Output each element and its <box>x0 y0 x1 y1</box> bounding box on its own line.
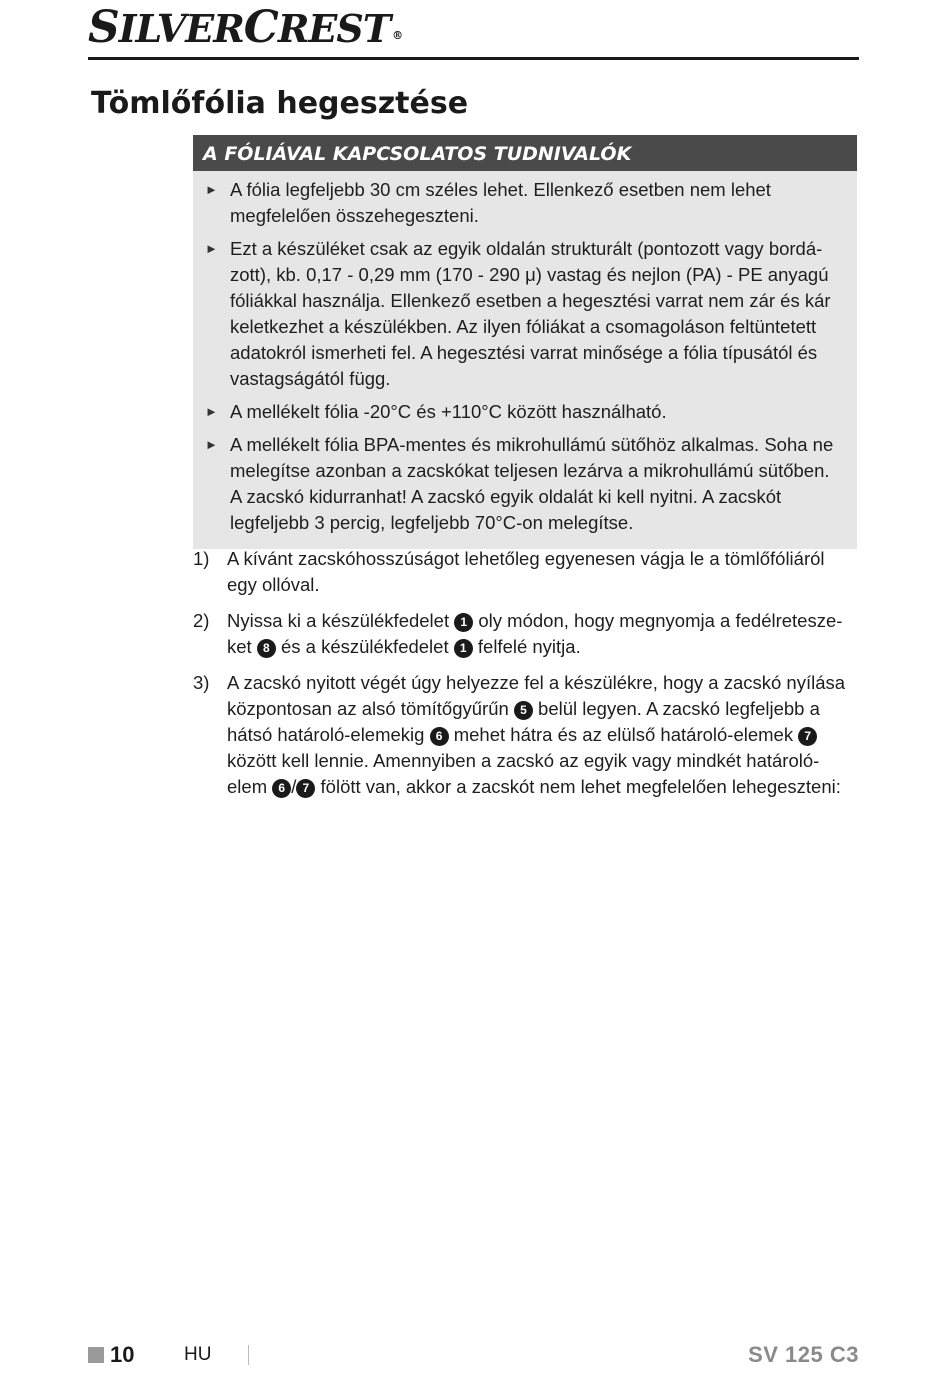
part-number-badge: 8 <box>257 639 276 658</box>
notice-box <box>193 135 857 549</box>
notice-item-text: A fólia legfeljebb 30 cm széles lehet. Ellenkező esetben nem lehet <box>230 179 771 200</box>
part-number-badge: 6 <box>272 779 291 798</box>
page-number: 10 <box>110 1342 135 1367</box>
part-number-badge: 7 <box>296 779 315 798</box>
slash: / <box>291 776 297 797</box>
page-title: Tömlőfólia hegesztése <box>91 86 469 121</box>
steps-list <box>193 546 857 810</box>
notice-item <box>205 177 843 229</box>
notice-body <box>193 171 857 549</box>
notice-item-text: fóliákkal használja. Ellenkező esetben a hegesztési varrat nem zár és kár <box>230 290 831 311</box>
brand-logo <box>88 2 403 53</box>
notice-item-text: melegítse azonban a zacskókat teljesen lezárva a mikrohullámú sütőben. <box>230 460 830 481</box>
step-text: A zacskó nyitott végét úgy helyezze fel a készülékre, hogy a zacskó nyílása <box>227 672 846 693</box>
step-text: felfelé nyitja. <box>472 636 581 657</box>
footer-divider <box>248 1345 249 1365</box>
bullet-arrow-icon: ► <box>205 437 218 452</box>
step-text: és a készülékfedelet <box>275 636 454 657</box>
notice-item-text: zott), kb. 0,17 - 0,29 mm (170 - 290 μ) vastag és nejlon (PA) - PE anyagú <box>230 264 829 285</box>
logo-letter: S <box>88 2 119 53</box>
logo-letter: C <box>243 2 278 53</box>
notice-item-text: vastagságától függ. <box>230 368 391 389</box>
notice-item-text: A mellékelt fólia BPA-mentes és mikrohullámú sütőhöz alkalmas. Soha ne <box>230 434 834 455</box>
step-number: 1) <box>193 548 210 569</box>
step-text: között kell lennie. Amennyiben a zacskó az egyik vagy mindkét határoló- <box>227 750 820 771</box>
step-1 <box>193 546 857 598</box>
step-text: belül legyen. A zacskó legfeljebb a <box>532 698 820 719</box>
step-number: 3) <box>193 672 210 693</box>
step-text: A kívánt zacskóhosszúságot lehetőleg egyenesen vágja le a tömlőfóliáról <box>227 548 825 569</box>
step-text: oly módon, hogy megnyomja a fedélretesze- <box>473 610 843 631</box>
step-text: hátsó határoló-elemekig <box>227 724 430 745</box>
part-number-badge: 1 <box>454 613 473 632</box>
step-text: fölött van, akkor a zacskót nem lehet megfelelően lehegeszteni: <box>315 776 841 797</box>
registered-mark: ® <box>392 29 403 42</box>
part-number-badge: 6 <box>430 727 449 746</box>
notice-item <box>205 236 843 392</box>
step-text: központosan az alsó tömítőgyűrűn <box>227 698 514 719</box>
part-number-badge: 5 <box>514 701 533 720</box>
notice-item-text: legfeljebb 3 percig, legfeljebb 70°C-on melegítse. <box>230 512 634 533</box>
bullet-arrow-icon: ► <box>205 182 218 197</box>
step-text: egy ollóval. <box>227 574 320 595</box>
notice-item-text: adatokról ismerheti fel. A hegesztési varrat minősége a fólia típusától és <box>230 342 818 363</box>
language-code: HU <box>184 1344 212 1365</box>
notice-item <box>205 432 843 536</box>
notice-item-text: Ezt a készüléket csak az egyik oldalán strukturált (pontozott vagy bordá- <box>230 238 823 259</box>
footer-square-icon <box>88 1347 104 1363</box>
logo-text: ILVER <box>118 6 244 51</box>
header-rule <box>88 57 859 60</box>
notice-item-text: A zacskó kidurranhat! A zacskó egyik oldalát ki kell nyitni. A zacskót <box>230 486 782 507</box>
part-number-badge: 1 <box>454 639 473 658</box>
step-text: mehet hátra és az elülső határoló-elemek <box>448 724 799 745</box>
step-text: elem <box>227 776 273 797</box>
step-3 <box>193 670 857 800</box>
bullet-arrow-icon: ► <box>205 241 218 256</box>
step-text: Nyissa ki a készülékfedelet <box>227 610 455 631</box>
notice-item-text: A mellékelt fólia -20°C és +110°C között használható. <box>230 401 667 422</box>
step-text: ket <box>227 636 257 657</box>
notice-heading: A FÓLIÁVAL KAPCSOLATOS TUDNIVALÓK <box>193 135 857 171</box>
notice-item <box>205 399 843 425</box>
step-2 <box>193 608 857 660</box>
step-number: 2) <box>193 610 210 631</box>
model-number: SV 125 C3 <box>748 1342 859 1367</box>
notice-item-text: keletkezhet a készülékben. Az ilyen fóliákat a csomagoláson feltüntetett <box>230 316 817 337</box>
bullet-arrow-icon: ► <box>205 404 218 419</box>
logo-text: REST <box>277 6 391 51</box>
page-footer <box>88 1342 859 1368</box>
notice-item-text: megfelelően összehegeszteni. <box>230 205 479 226</box>
part-number-badge: 7 <box>798 727 817 746</box>
